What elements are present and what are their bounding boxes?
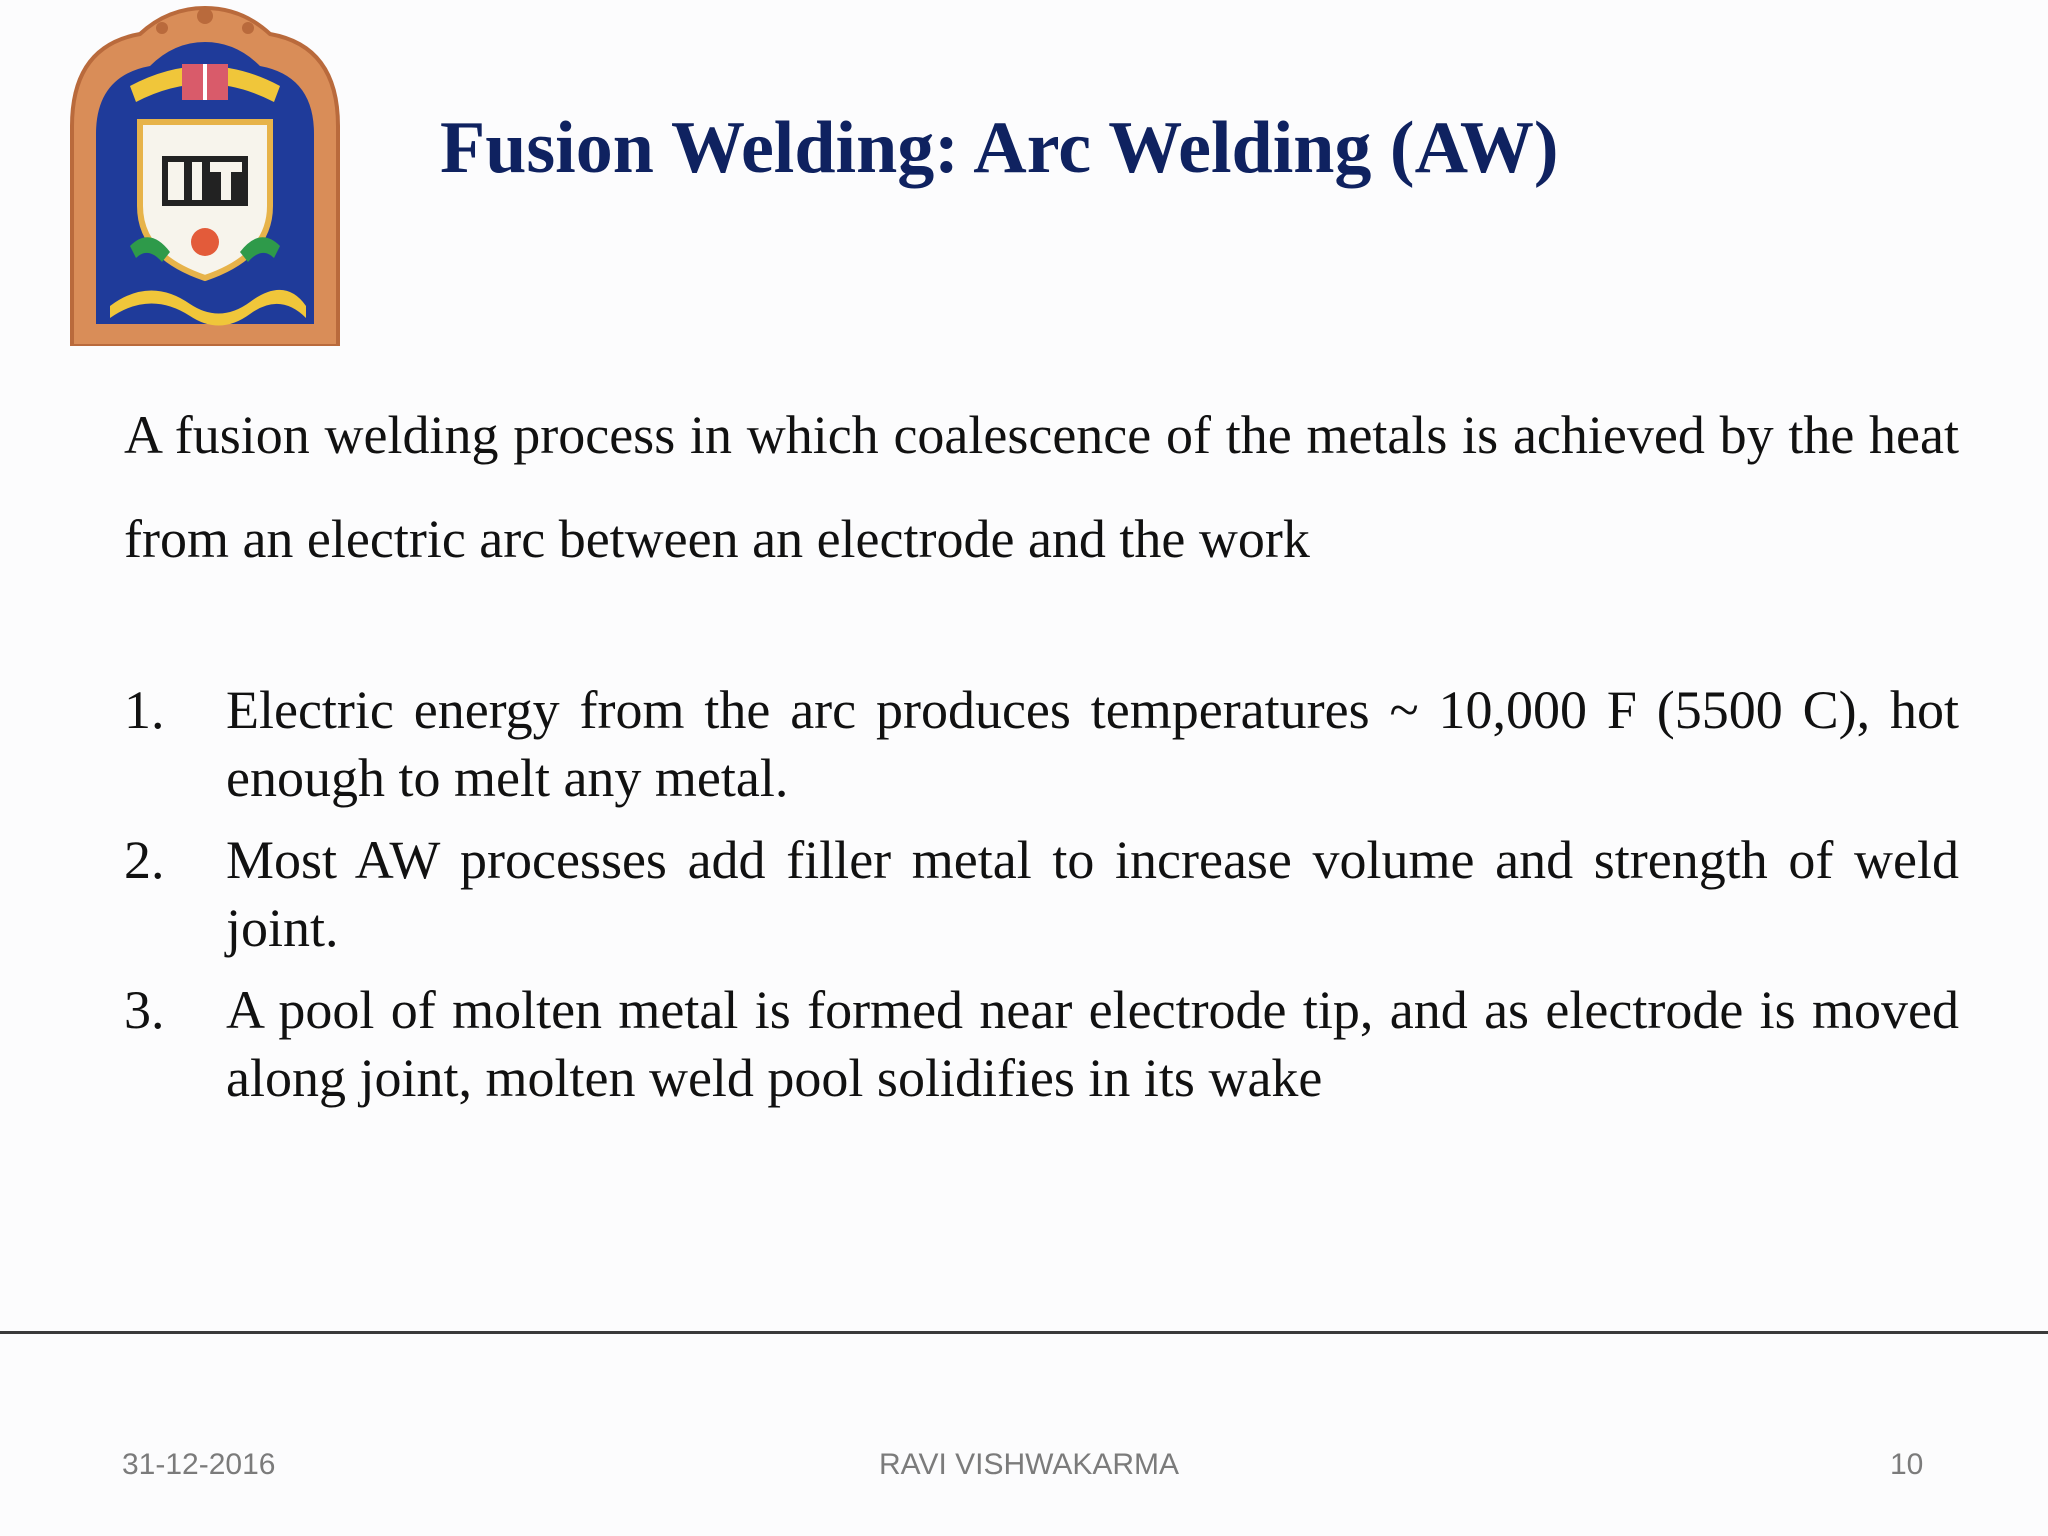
list-item-number: 2. (124, 830, 165, 890)
page-number: 10 (1890, 1448, 1924, 1481)
list-item-number: 3. (124, 980, 165, 1040)
footer-divider (0, 1331, 2048, 1334)
list-item-text: Electric energy from the arc produces temperatures ~ 10,000 F (5500 C), hot enough to melt any metal. (226, 680, 1959, 808)
institute-crest-icon (70, 6, 340, 346)
slide-title: Fusion Welding: Arc Welding (AW) (440, 107, 1559, 189)
list-item-text: A pool of molten metal is formed near electrode tip, and as electrode is moved along joint, molten weld pool solidifies in its wake (226, 980, 1959, 1108)
numbered-list (124, 676, 1959, 1126)
list-item-text: Most AW processes add filler metal to increase volume and strength of weld joint. (226, 830, 1959, 958)
list-item (124, 976, 1959, 1112)
list-item (124, 826, 1959, 962)
list-item-number: 1. (124, 680, 165, 740)
footer-author: RAVI VISHWAKARMA (879, 1448, 1180, 1481)
list-item (124, 676, 1959, 812)
intro-paragraph: A fusion welding process in which coalescence of the metals is achieved by the heat from an electric arc between an electrode and the work (124, 405, 1959, 569)
footer-date: 31-12-2016 (122, 1448, 276, 1481)
